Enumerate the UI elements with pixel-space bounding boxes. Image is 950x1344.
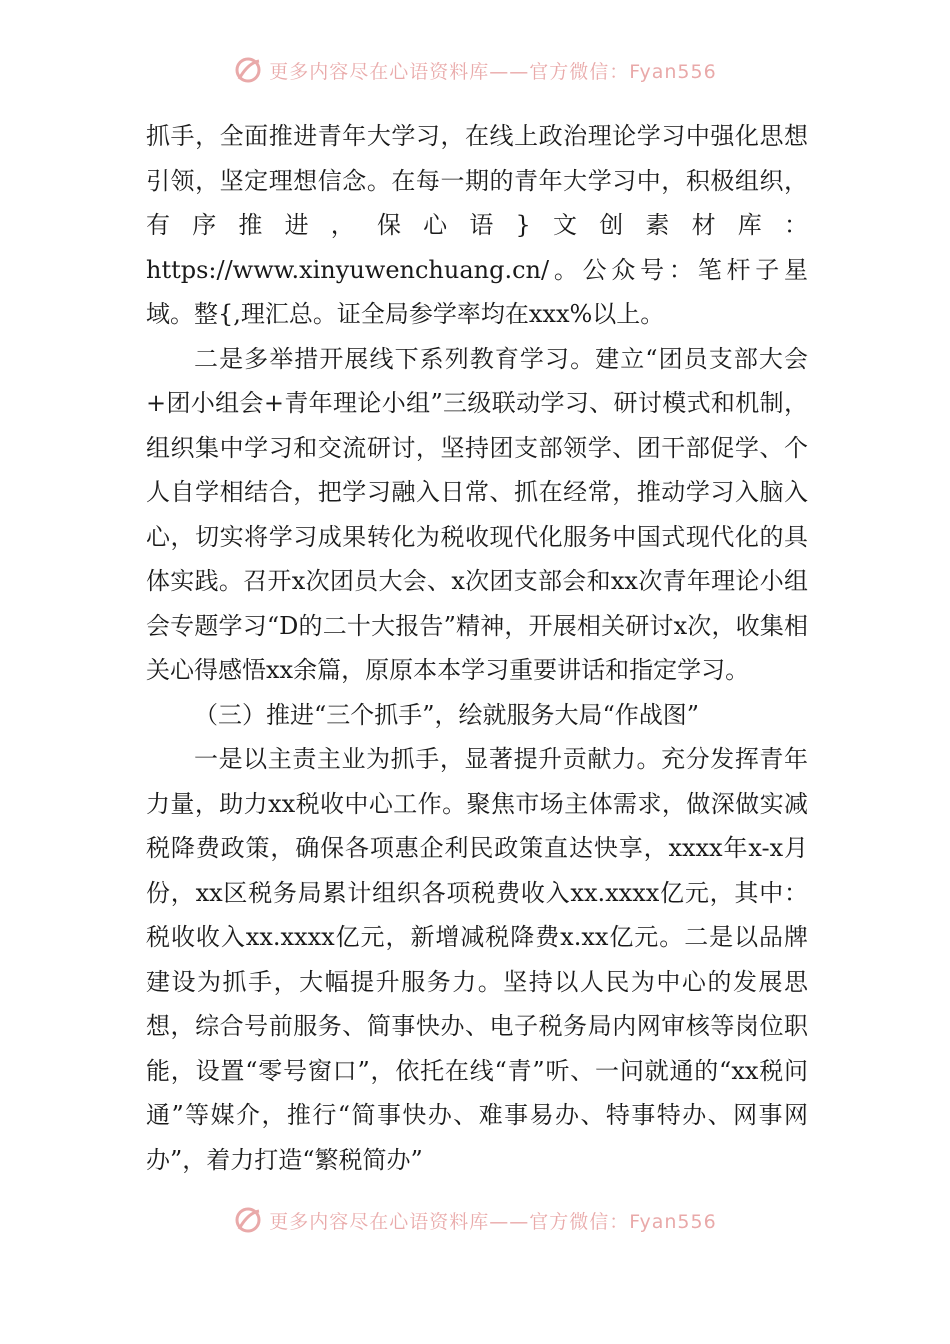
section-heading: （三）推进“三个抓手”，绘就服务大局“作战图” [194, 700, 700, 729]
watermark-logo-icon [233, 55, 263, 85]
paragraph-three-handles: 一是以主责主业为抓手，显著提升贡献力。充分发挥青年力量，助力xx税收中心工作。聚焦市场主体需求，做深做实减税降费政策，确保各项惠企利民政策直达快享，xxxx年x-x月份，xx区税务局累计组织各项税费收入xx.xxxx亿元，其中：税收收入xx.xxxx亿元，新增减税降费x.xx亿元。二是以品牌建设为抓手，大幅提升服务力。坚持以人民为中心的发展思想，综合号前服务、简事快办、电子税务局内网审核等岗位职能，设置“零号窗口”，依托在线“青”听、一问就通的“xx税问通”等媒介，推行“简事快办、难事易办、特事特办、网事网办”，着力打造“繁税简办” [146, 745, 808, 1174]
watermark-footer [0, 1200, 950, 1240]
paragraph-offline-study: 二是多举措开展线下系列教育学习。建立“团员支部大会+团小组会+青年理论小组”三级联动学习、研讨模式和机制，组织集中学习和交流研讨，坚持团支部领学、团干部促学、个人自学相结合，把学习融入日常、抓在经常，推动学习入脑入心，切实将学习成果转化为税收现代化服务中国式现代化的具体实践。召开x次团员大会、x次团支部会和xx次青年理论小组会专题学习“D的二十大报告”精神，开展相关研讨x次，收集相关心得感悟xx余篇，原原本本学习重要讲话和指定学习。 [146, 344, 808, 684]
watermark-text: 更多内容尽在心语资料库——官方微信：Fyan556 [269, 1210, 717, 1233]
watermark-text: 更多内容尽在心语资料库——官方微信：Fyan556 [269, 60, 717, 83]
watermark-header [0, 50, 950, 90]
document-body [146, 114, 808, 1182]
paragraph-continued: 抓手，全面推进青年大学习，在线上政治理论学习中强化思想引领，坚定理想信念。在每一期的青年大学习中，积极组织，有序推进，保心语}文创素材库：https://www.xinyuwenchuang.cn/。公众号：笔杆子星域。整{,理汇总。证全局参学率均在xxx%以上。 [146, 122, 808, 328]
watermark-logo-icon [233, 1205, 263, 1235]
